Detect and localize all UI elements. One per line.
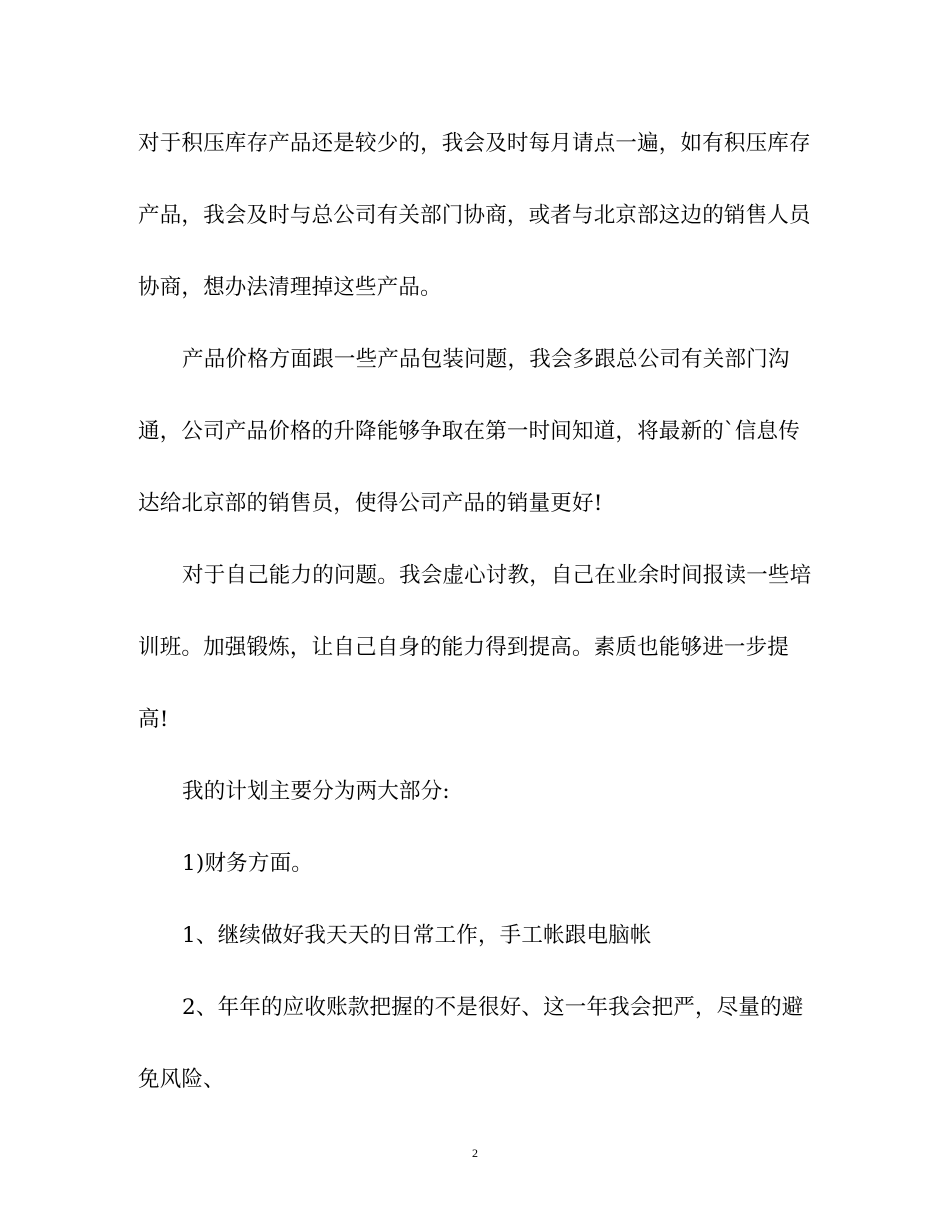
text-line: 训班。加强锻炼，让自己自身的能力得到提高。素质也能够进一步提 xyxy=(138,635,790,660)
text-line: 2、年年的应收账款把握的不是很好、这一年我会把严，尽量的避 xyxy=(182,995,804,1020)
page-number: 2 xyxy=(472,1146,478,1160)
text-line: 1)财务方面。 xyxy=(182,851,313,876)
text-line: 我的计划主要分为两大部分: xyxy=(182,779,450,804)
text-line: 产品，我会及时与总公司有关部门协商，或者与北京部这边的销售人员 xyxy=(138,203,811,228)
text-line: 产品价格方面跟一些产品包装问题，我会多跟总公司有关部门沟 xyxy=(182,347,790,372)
text-line: 高! xyxy=(138,707,169,732)
body-text xyxy=(138,122,818,1130)
text-line: 对于自己能力的问题。我会虚心讨教，自己在业余时间报读一些培 xyxy=(182,563,812,588)
text-line: 协商，想办法清理掉这些产品。 xyxy=(138,275,442,300)
text-line: 通，公司产品价格的升降能够争取在第一时间知道，将最新的`信息传 xyxy=(138,419,800,444)
text-line: 达给北京部的销售员，使得公司产品的销量更好! xyxy=(138,491,603,516)
text-line: 免风险、 xyxy=(138,1067,225,1092)
text-line: 1、继续做好我天天的日常工作，手工帐跟电脑帐 xyxy=(182,923,652,948)
text-line: 对于积压库存产品还是较少的，我会及时每月请点一遍，如有积压库存 xyxy=(138,131,811,156)
